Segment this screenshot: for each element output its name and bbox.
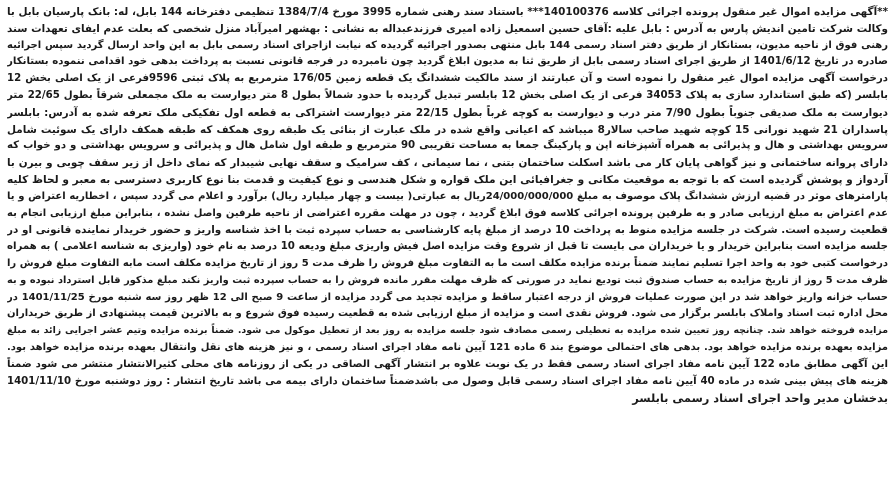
notice-line-10: دارای پروانه ساختمانی و نیز گواهی پایان کار می باشد اسکلت ساختمان بتنی ، نما سیمانی ، کف سرامیک و سقف نهایی شیبدار که نمای داخل از زیر سقف چوبی و بیرن با xyxy=(7,157,888,170)
notice-line-16: درخواست کتبی خود به واحد اجرا تسلیم نمایند ضمناً برنده مزایده مکلف است ما به التفاوت مبلغ فروش را ظرف مدت 5 روز از تاریخ مزایده مکلف است مابه التفاوت مبلغ فروش را xyxy=(7,257,888,269)
notice-line-13: عدم اعتراض به مبلغ ارزیابی صادر و به طرفین پرونده اجرائی کلاسه فوق ابلاغ گردید ، چون در مهلت مقرره اعتراضی از ناحیه طرفین واصل نشده ، بنابراین مبلغ ارزیابی انجام به xyxy=(7,207,888,219)
notice-line-11: آردواز و پوشش گردیده است که با توجه به موقعیت مکانی و جغرافیائی این ملک قواره و شکل هندسی و نوع کیفیت و قدمت بنا نوع کاربری دسترسی به معبر و لحاظ کلیه xyxy=(7,173,888,186)
notice-line-20: مزایده فروخته خواهد شد. چنانچه روز تعیین شده مزایده به تعطیلی رسمی مصادف شود جلسه مزایده به روز بعد از تعطیل موکول می شود. ضمناً برنده مزایده وتیم عشر اجرایی زائد به مبلغ xyxy=(7,325,888,337)
notice-line-9: سرویس بهداشتی و هال و پذیرائی به همراه آشپزخانه اپن و پارکینگ جمعا به مساحت تقریبی 90 مترمربع و طبقه اول شامل هال و پذیرائی و سرویس بهداشتی و دو خواب که xyxy=(7,140,888,152)
notice-line-14: قطعیت رسیده است. شرکت در جلسه مزایده منوط به پرداخت 10 درصد از مبلغ پایه کارشناسی به حساب سپرده ثبت با اخذ شناسه واریز و حضور خریدار نماینده قانونی او در xyxy=(7,224,888,237)
notice-line-4: صادره در تاریخ 1401/6/12 از طریق اجرای اسناد رسمی بابل از طریق ثنا به مدیون ابلاغ گردید چون نامبرده در فرجه قانونی نسبت به پرداخت بدهی خود اقدامی ننموده بستانکار xyxy=(7,56,888,68)
notice-line-5: درخواست آگهی مزایده اموال غیر منقول را نموده است و آن عبارتند از سند مالکیت ششدانگ یک قطعه زمین 176/05 مترمربع به پلاک ثبتی 9596فرعی از یک اصلی بخش 12 xyxy=(7,73,888,85)
notice-line-7: دیوارست به ملک صدیقی جنوباً بطول 7/90 متر درب و دیوارست به کوچه غرباً بطول 22/15 متر دیوارست اشتراکی به قطعه اول تفکیکی ملک تعرفه شده به آدرس: بابلسر xyxy=(7,106,888,119)
notice-signature-line: بدخشان مدیر واحد اجرای اسناد رسمی بابلسر xyxy=(632,391,888,406)
notice-line-1: **آگهی مزایده اموال غیر منقول پرونده اجرائی کلاسه 140100376*** باستناد سند رهنی شماره 3995 مورخ 1384/7/4 تنظیمی دفترخانه 144 بابل، له: بانک پارسیان بابل با xyxy=(7,6,888,18)
notice-line-21: مزایده بعهده برنده مزایده خواهد بود. بدهی های احتمالی موضوع بند 6 ماده 121 آیین نامه مفاد اجرای اسناد رسمی ، و نیز هزینه های نقل وانتقال بعهده برنده مزایده خواهد بود. xyxy=(7,341,888,353)
notice-line-15: جلسه مزایده است بنابراین خریدار و یا خریداران می بایست تا قبل از شروع وقت مزایده اصل فیش واریزی مبلغ ودیعه 10 درصد به نام خود (واریزی به شناسه اعلامی ) به همراه xyxy=(7,241,888,253)
notice-line-8: پاسداران 21 شهید نورانی 15 کوچه شهید صاحب سالار8 میباشد که اعیانی واقع شده در ملک عبارت از بنائی یک طبقه روی همکف که طبقه همکف دارای یک سوئیت شامل xyxy=(7,123,888,136)
notice-line-3: رهنی فوق از ناحیه مدیون، بستانکار از طریق دفتر اسناد رسمی 144 بابل منتهی بصدور اجرائیه گردیده که نیابت ازاجرای اسناد رسمی بابل به این واحد ارسال گردید سپس اجرائیه xyxy=(7,39,888,51)
notice-line-17: ظرف مدت 5 روز از تاریخ مزایده به حساب صندوق ثبت تودیع نماید در صورتی که ظرف مهلت مقرر مانده فروش را به حساب سپرده ثبت واریز نکند مبلغ مذکور قابل استرداد نبوده و به xyxy=(7,274,888,286)
notice-line-23: هزینه های پیش بینی شده در ماده 40 آیین نامه مفاد اجرای اسناد رسمی قابل وصول می باشدضمناً ساختمان دارای بیمه می باشد تاریخ انتشار : روز دوشنبه مورخ 1401/11/10 xyxy=(7,375,888,387)
notice-line-12: پارامترهای موثر در قضیه ارزش ششدانگ پلاک موصوف به مبلغ 24/000/000/000ریال به عبارتی( بیست و چهار میلیارد ریال) برآورد و اعلام می گردد سپس ، اخطاریه اعتراض و یا xyxy=(7,190,888,202)
notice-line-6: بابلسر (که طبق استاندارد سازی به پلاک 34053 فرعی از یک اصلی بخش 12 بابلسر تبدیل گردیده با حدود شمالاً بطول 8 متر دیوارست به ملک مجمعلی شرقاً بطول 22/65 متر xyxy=(7,89,888,101)
notice-line-18: حساب خزانه واریز خواهد شد در این صورت عملیات فروش از درجه اعتبار ساقط و مزایده تجدید می گردد مزایده از ساعت 9 صبح الی 12 ظهر روز سه شنبه مورخ 1401/11/25 در xyxy=(7,291,888,303)
notice-line-2: وکالت شرکت تامین اندیش پارس به آدرس : بابل علیه :آقای حسین اسمعیل زاده امیری فرزندعبداله به نشانی : بهشهر امیرآباد منزل شخصی که بعلت عدم ایفای تعهدات سند xyxy=(7,22,888,35)
notice-line-22: این آگهی مطابق ماده 122 آیین نامه مفاد اجرای اسناد رسمی فقط در یک نوبت علاوه بر انتشار آگهی الصاقی در یکی از روزنامه های محلی کثیرالانتشار منتشر می شود ضمناً xyxy=(7,358,888,370)
notice-line-19: محل اداره ثبت اسناد واملاک بابلسر برگزار می شود. فروش نقدی است و مزایده از مبلغ ارزیابی شده به قطعیت رسیده فوق شروع و به بالاترین قیمت پیشنهادی از طریق خریداران xyxy=(7,308,888,320)
